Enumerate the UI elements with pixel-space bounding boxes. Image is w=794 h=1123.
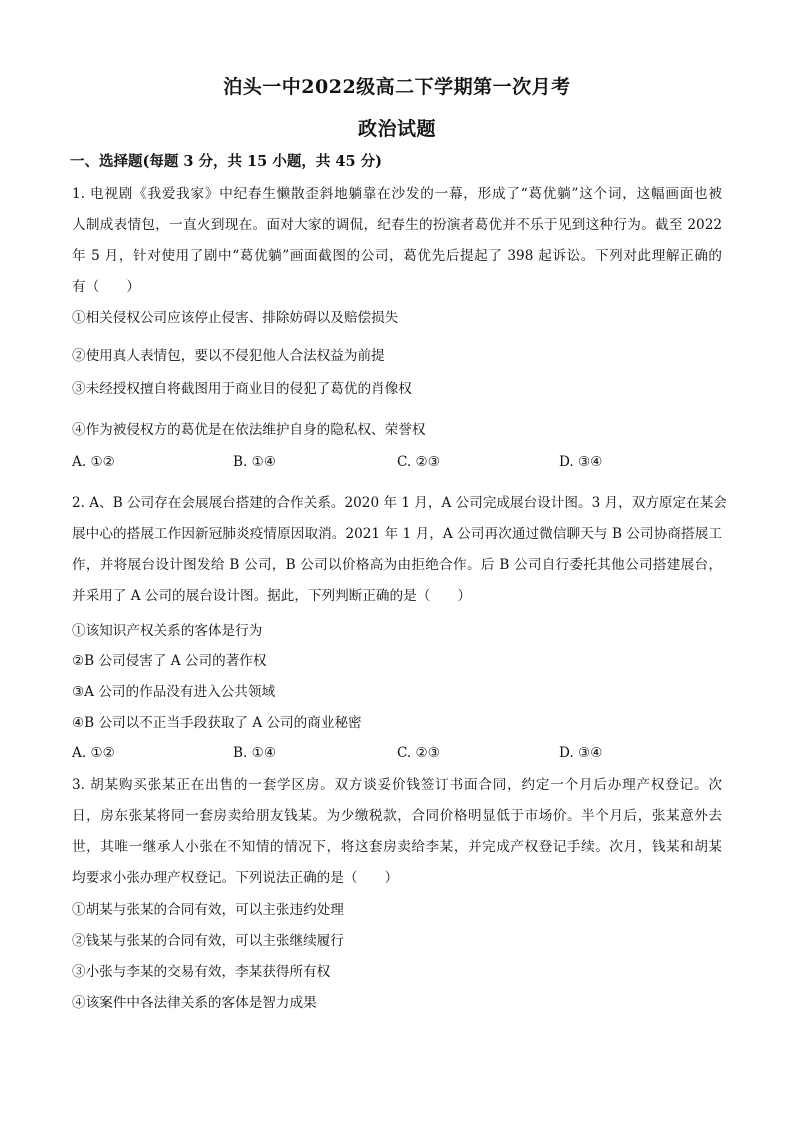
q1-option-a[interactable]: A. ①② — [72, 454, 115, 470]
q3-statement-1: ①胡某与张某的合同有效，可以主张违约处理 — [72, 902, 344, 918]
q3-statement-3: ③小张与李某的交易有效，李某获得所有权 — [72, 964, 331, 980]
exam-title: 泊头一中2022级高二下学期第一次月考 — [223, 76, 571, 98]
q1-option-d[interactable]: D. ③④ — [559, 454, 603, 470]
q2-statement-4: ④B 公司以不正当手段获取了 A 公司的商业秘密 — [72, 715, 362, 731]
q2-option-d[interactable]: D. ③④ — [559, 745, 603, 761]
q2-option-a[interactable]: A. ①② — [72, 745, 115, 761]
q3-statement-2: ②钱某与张某的合同有效，可以主张继续履行 — [72, 933, 344, 949]
exam-subtitle: 政治试题 — [357, 118, 436, 140]
q2-stem-line: 展中心的搭展工作因新冠肺炎疫情原因取消。2021 年 1 月，A 公司再次通过微信聊天与 B 公司协商搭展工 — [72, 526, 722, 542]
q2-statement-1: ①该知识产权关系的客体是行为 — [72, 623, 263, 639]
q2-stem-line: 作，并将展台设计图发给 B 公司，B 公司以价格高为由拒绝合作。后 B 公司自行委托其他公司搭建展台， — [72, 557, 722, 573]
q2-statement-2: ②B 公司侵害了 A 公司的著作权 — [72, 653, 267, 669]
q2-statement-3: ③A 公司的作品没有进入公共领域 — [72, 684, 276, 700]
q1-statement-4: ④作为被侵权方的葛优是在依法维护自身的隐私权、荣誉权 — [72, 422, 426, 438]
q1-stem-line: 1. 电视剧《我爱我家》中纪春生懒散歪斜地躺靠在沙发的一幕，形成了“葛优躺”这个词，这幅画面也被 — [72, 186, 722, 202]
q1-statement-2: ②使用真人表情包，要以不侵犯他人合法权益为前提 — [72, 348, 385, 364]
q1-statement-3: ③未经授权擅自将截图用于商业目的侵犯了葛优的肖像权 — [72, 381, 412, 397]
q1-option-c[interactable]: C. ②③ — [397, 454, 440, 470]
q3-stem-line: 3. 胡某购买张某正在出售的一套学区房。双方谈妥价钱签订书面合同，约定一个月后办理产权登记。次 — [72, 777, 722, 793]
q1-stem-line: 人制成表情包，一直火到现在。面对大家的调侃，纪春生的扮演者葛优并不乐于见到这种行为。截至 2022 — [72, 217, 722, 233]
q3-stem-line: 均要求小张办理产权登记。下列说法正确的是（ ） — [72, 870, 399, 886]
q2-option-c[interactable]: C. ②③ — [397, 745, 440, 761]
q3-statement-4: ④该案件中各法律关系的客体是智力成果 — [72, 995, 317, 1011]
q2-option-b[interactable]: B. ①④ — [233, 745, 277, 761]
q2-stem-line: 2. A、B 公司存在会展展台搭建的合作关系。2020 年 1 月，A 公司完成展台设计图。3 月，双方原定在某会 — [72, 495, 727, 511]
q1-stem-line: 有（ ） — [72, 279, 140, 295]
section-heading: 一、选择题(每题 3 分，共 15 小题，共 45 分) — [70, 153, 382, 170]
q1-option-b[interactable]: B. ①④ — [233, 454, 277, 470]
q3-stem-line: 日，房东张某将同一套房卖给朋友钱某。为少缴税款，合同价格明显低于市场价。半个月后，张某意外去 — [72, 808, 722, 824]
q2-stem-line: 并采用了 A 公司的展台设计图。据此，下列判断正确的是（ ） — [72, 588, 472, 604]
q1-stem-line: 年 5 月，针对使用了剧中“葛优躺”画面截图的公司，葛优先后提起了 398 起诉讼。下列对此理解正确的 — [72, 248, 722, 264]
q1-statement-1: ①相关侵权公司应该停止侵害、排除妨碍以及赔偿损失 — [72, 310, 399, 326]
q3-stem-line: 世，其唯一继承人小张在不知情的情况下，将这套房卖给李某，并完成产权登记手续。次月，钱某和胡某 — [72, 839, 722, 855]
